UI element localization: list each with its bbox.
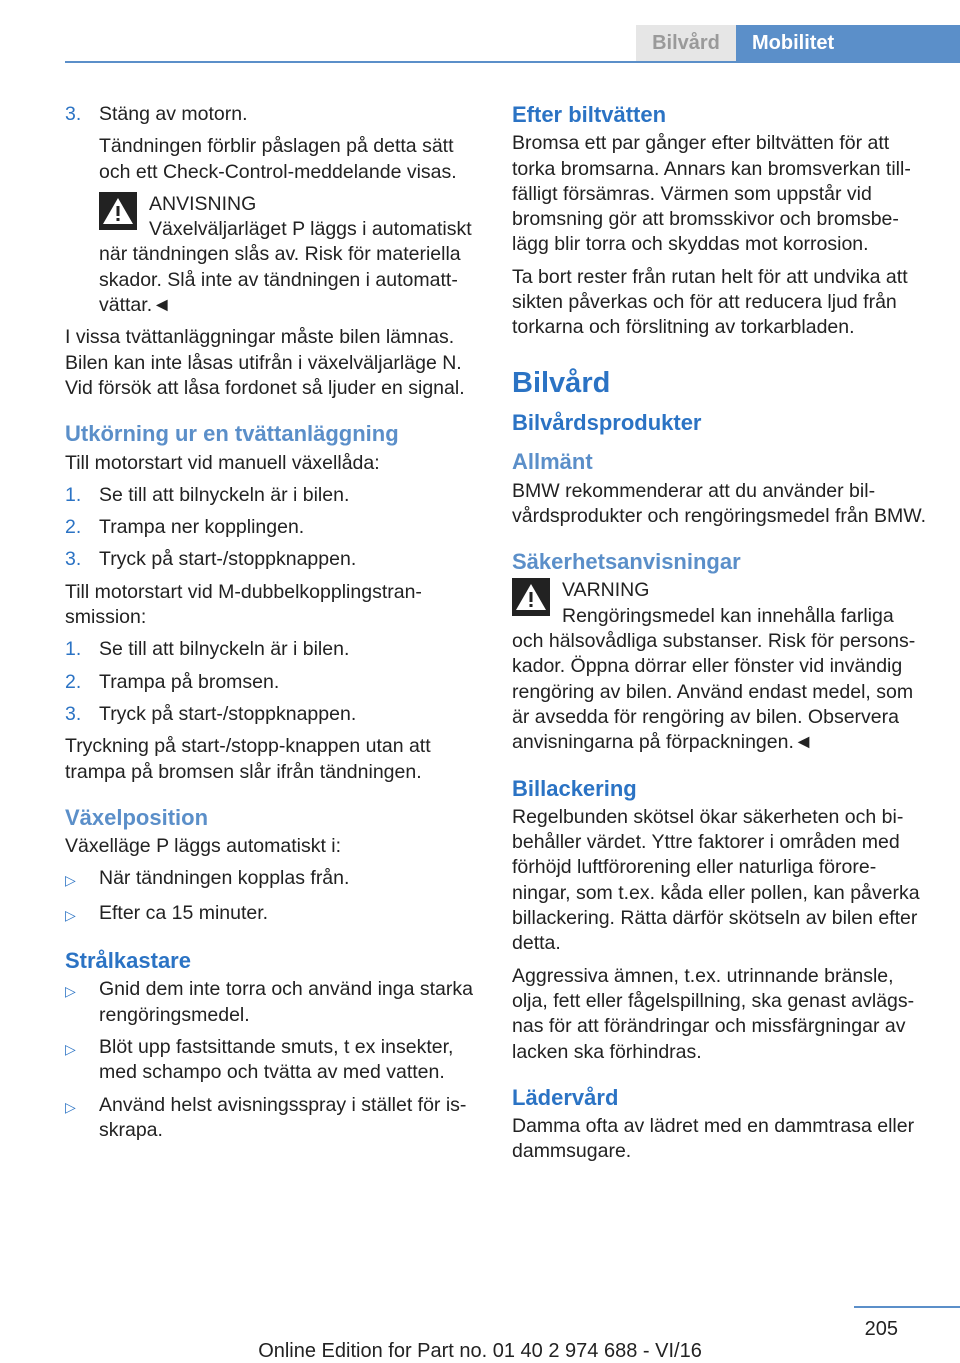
list-text: Trampa på bromsen.	[99, 670, 280, 693]
list-text: Trampa ner kopplingen.	[99, 516, 305, 539]
list-text: Efter ca 15 minuter.	[99, 901, 269, 924]
warning-text: och hälsovådliga substanser. Risk för personskador. Öppna dörrar eller fönster vid invändig rengöring av bilen. Använd endast medel, som är avsedda för rengöring av bilen. Observera anvisningarna på förpackningen.◄	[512, 630, 916, 754]
paragraph: BMW rekommenderar att du använder bilvårdsprodukter och rengöringsmedel från BMW.	[512, 479, 927, 527]
warning-line: Rengöringsmedel kan innehålla farliga	[562, 604, 894, 627]
page-number: 205	[864, 1318, 898, 1340]
tab-bilvard[interactable]: Bilvård	[636, 25, 736, 61]
triangle-bullet-icon: ▷	[65, 906, 76, 923]
heading: Utkörning ur en tvättanläggning	[65, 421, 399, 447]
list-text: När tändningen kopplas från.	[99, 867, 350, 890]
manual-steps-list	[65, 483, 477, 573]
list-item	[65, 102, 477, 127]
list-item	[65, 637, 477, 662]
list-item	[65, 483, 477, 508]
list-number: 2.	[65, 670, 82, 693]
heading: Lädervård	[512, 1084, 619, 1110]
list-item	[65, 1035, 477, 1086]
triangle-bullet-icon: ▷	[65, 983, 76, 1000]
warning-title: VARNING	[562, 579, 650, 602]
dct-steps-list	[65, 637, 477, 727]
list-item	[65, 866, 477, 893]
paragraph: Tryckning på start-/stopp-knappen utan att trampa på bromsen slår ifrån tändningen.	[65, 735, 431, 783]
warning-triangle-icon	[512, 578, 550, 616]
paragraph: Till motorstart vid M-dubbelkopplingstransmission:	[65, 580, 422, 629]
list-item	[65, 670, 477, 695]
list-number: 3.	[65, 548, 82, 571]
list-number: 1.	[65, 638, 82, 661]
paragraph: Regelbunden skötsel ökar säkerheten och bibehåller värdet. Yttre faktorer i områden med förhöjd luftförorening eller naturliga föroreningar, som t.ex. kåda eller pollen, kan påverka billackering. Rätta därför skötseln av bilen efter detta.	[512, 805, 920, 955]
warning-triangle-icon	[99, 192, 137, 230]
list-number: 3.	[65, 702, 82, 725]
right-column	[512, 102, 927, 1172]
list-text: Stäng av motorn.	[99, 103, 248, 125]
heading: Billackering	[512, 775, 637, 801]
section-title: Bilvård	[512, 366, 611, 399]
page-number-rule	[854, 1306, 960, 1308]
list-item	[65, 547, 477, 572]
tab-mobilitet[interactable]: Mobilitet	[736, 25, 960, 61]
list-item	[65, 977, 477, 1028]
list-text: Gnid dem inte torra och använd inga starka rengöringsmedel.	[99, 978, 473, 1026]
paragraph: Växelläge P läggs automatiskt i:	[65, 835, 342, 858]
list-item	[65, 1093, 477, 1144]
list-text: Tryck på start-/stoppknappen.	[99, 702, 357, 725]
triangle-bullet-icon: ▷	[65, 872, 76, 889]
heading: Allmänt	[512, 449, 593, 475]
header-rule	[65, 61, 960, 63]
list-number: 3.	[65, 103, 82, 125]
triangle-bullet-icon: ▷	[65, 1098, 76, 1115]
heading: Växelposition	[65, 804, 209, 830]
list-number: 2.	[65, 516, 82, 539]
paragraph: Bromsa ett par gånger efter biltvätten för att torka bromsarna. Annars kan bromsverkan tillfälligt försämras. Värmen som uppstår vid bromsning gör att bromsskivor och bromsbelägg blir torra och skyddas mot korrosion.	[512, 132, 911, 256]
warning-box	[512, 578, 927, 755]
paragraph: Ta bort rester från rutan helt för att undvika att sikten påverkas och för att reducera ljud från torkarna och förslitning av torkarbladen.	[512, 265, 908, 339]
paragraph: Aggressiva ämnen, t.ex. utrinnande bränsle, olja, fett eller fågelspillning, ska genast avlägsnas för att förändringar och missfärgningar av lacken ska förhindras.	[512, 964, 915, 1063]
paragraph: Tändningen förblir påslagen på detta sätt och ett Check-Control-meddelande visas.	[99, 135, 457, 183]
list-text: Se till att bilnyckeln är i bilen.	[99, 638, 350, 661]
list-text: Använd helst avisningsspray i stället för isskrapa.	[99, 1093, 467, 1141]
footer-edition: Online Edition for Part no. 01 40 2 974 688 - VI/16	[258, 1340, 702, 1362]
heading: Strålkastare	[65, 948, 191, 974]
heading: Bilvårdsprodukter	[512, 409, 702, 435]
list-item	[65, 515, 477, 540]
list-item	[65, 901, 477, 928]
list-text: Tryck på start-/stoppknappen.	[99, 548, 357, 571]
list-number: 1.	[65, 483, 82, 506]
heading: Säkerhetsanvisningar	[512, 549, 741, 575]
heading: Efter biltvätten	[512, 102, 667, 127]
left-column	[65, 102, 477, 1150]
list-text: Se till att bilnyckeln är i bilen.	[99, 483, 350, 506]
paragraph: Damma ofta av lädret med en dammtrasa eller dammsugare.	[512, 1115, 915, 1163]
notice-text: när tändningen slås av. Risk för materiella skador. Slå inte av tändningen i automattvättar.◄	[99, 243, 461, 317]
list-text: Blöt upp fastsittande smuts, t ex insekter, med schampo och tvätta av med vatten.	[99, 1035, 454, 1084]
notice-line: Växelväljarläget P läggs i automatiskt	[149, 218, 472, 241]
list-item	[65, 702, 477, 727]
notice-box	[99, 192, 477, 318]
notice-title: ANVISNING	[149, 192, 257, 215]
paragraph: Till motorstart vid manuell växellåda:	[65, 451, 380, 474]
paragraph: I vissa tvättanläggningar måste bilen lämnas. Bilen kan inte låsas utifrån i växelväljarläge N. Vid försök att låsa fordonet så ljuder en signal.	[65, 326, 465, 399]
triangle-bullet-icon: ▷	[65, 1040, 76, 1057]
